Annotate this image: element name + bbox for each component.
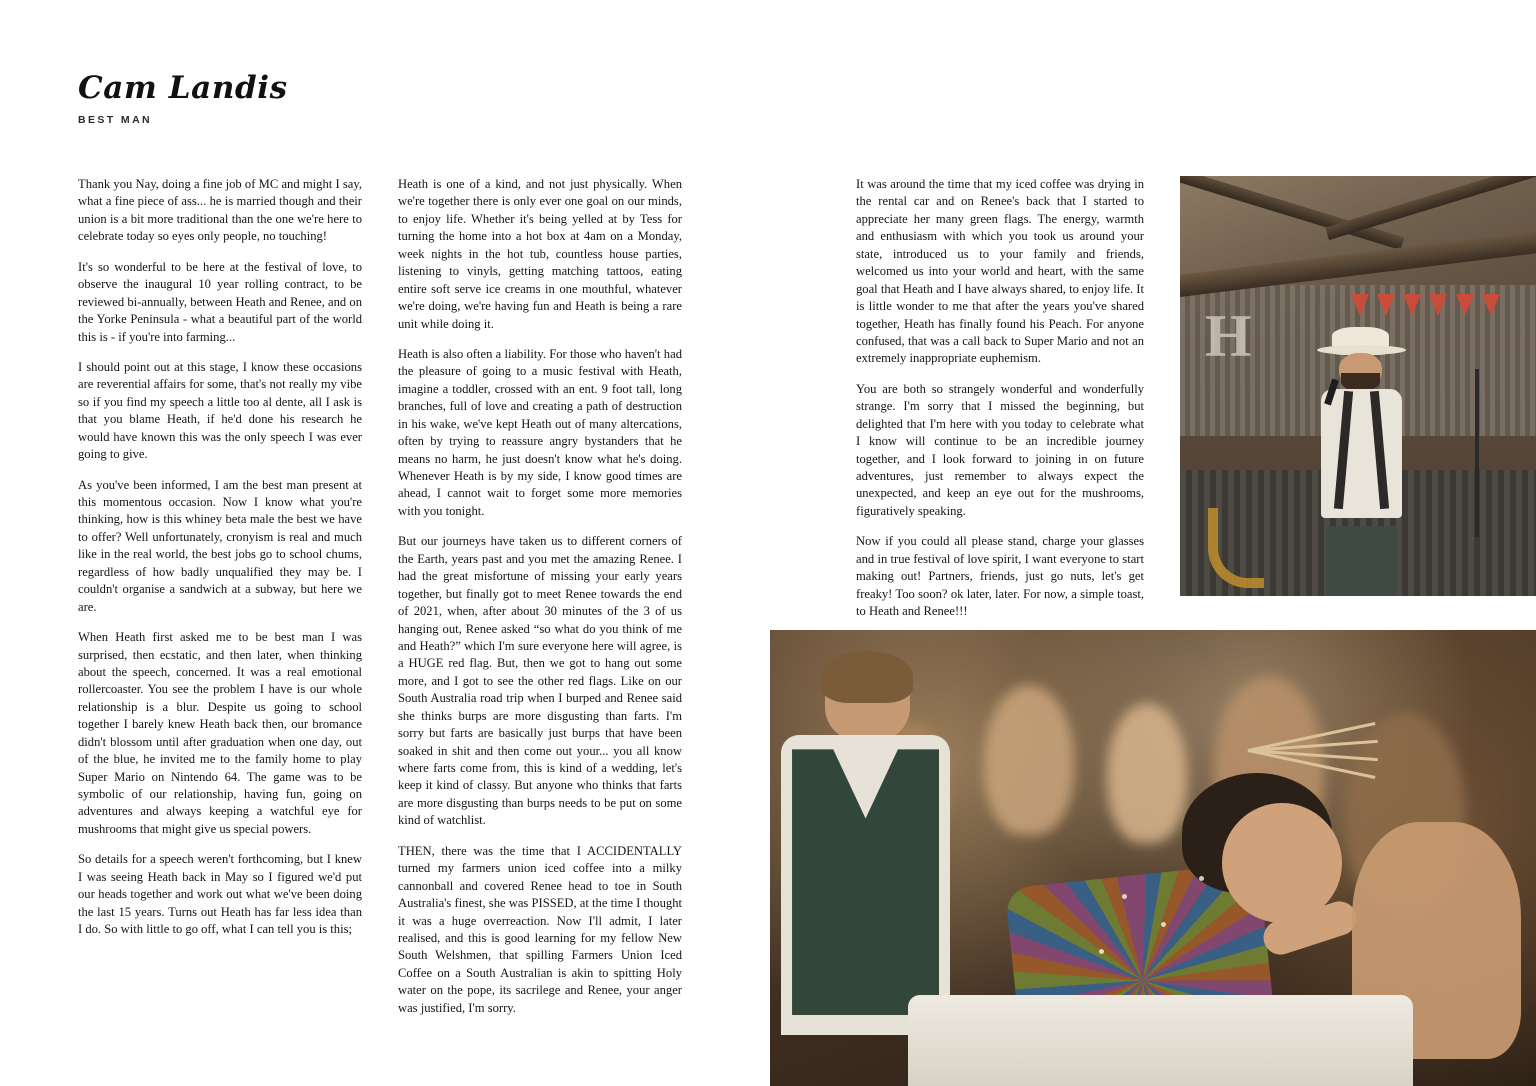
- text-column-3: [856, 176, 1144, 621]
- text-column-2: [398, 176, 682, 1017]
- paragraph: As you've been informed, I am the best man present at this momentous occasion. Now I know what you're thinking, how is this whiney beta male the best we have to offer? Well unfortunately, cronyism is real and much like in the real world, the best jobs go to school chums, regardless of how badly unqualified they may be. I couldn't organise a sandwich at a subway, but here we are.: [78, 477, 362, 614]
- hair: [821, 651, 913, 703]
- paragraph: Heath is also often a liability. For those who haven't had the pleasure of going to a music festival with Heath, imagine a toddler, crossed with an ent. 9 foot tall, long branches, full of love and creating a path of destruction in his wake, we've kept Heath out of many altercations, often by trying to reassure angry bystanders that he means no harm, he just doesn't know what he's doing. Whenever Heath is by my side, I know good times are ahead, I cannot wait to forget some more memories with you tonight.: [398, 346, 682, 518]
- decor-letter: H: [1204, 303, 1252, 369]
- speaker-role: BEST MAN: [78, 113, 153, 126]
- feather-decoration: [1248, 749, 1398, 839]
- paragraph: It was around the time that my iced coffee was drying in the rental car and on Renee's back that I started to appreciate her many green flags. The energy, warmth and enthusiasm with which you took us around your state, introduced us to your family and friends, welcomed us into your world and heart, with the same goal that Heath and I have always shared, to enjoy life. It is little wonder to me that after the years you've shared together, Heath has finally found his Peach. For anyone confused, that was a call back to Super Mario and not an extremely inappropriate euphemism.: [856, 177, 1144, 366]
- page-header: [78, 72, 498, 126]
- sparkle: [1161, 922, 1166, 927]
- paragraph: I should point out at this stage, I know these occasions are reverential affairs for some, that's not really my vibe so if you find my speech a little too al dente, all I ask is that you blame Heath, if he'd done his research he would have known this was the only speech I was ever going to give.: [78, 359, 362, 462]
- paragraph: It's so wonderful to be here at the festival of love, to observe the inaugural 10 year rolling contract, to be reviewed bi-annually, between Heath and Renee, and on the Yorke Peninsula - what a beautiful part of the world this is - if you're into farming...: [78, 259, 362, 344]
- paragraph: But our journeys have taken us to different corners of the Earth, years past and you met the amazing Renee. I had the great misfortune of missing your early years together, but finally got to meet Renee towards the end of 2021, when, after about 30 minutes of the 3 of us hanging out, Renee asked “so what do you think of me and Heath?” which I'm sure everyone here will agree, is a HUGE red flag. But, then we got to hang out some more, and I got to see the other red flags. Like on our South Australia road trip when I burped and Renee said she thinks burps are more disgusting than farts. I'm sorry but farts are basically just burps that have been soaked in shit and then come out your... you all know where farts come from, this is kind of a wedding, let's keep it kind of classy. But anyone who thinks that farts are more disgusting than burps needs to be put on some kind of watchlist.: [398, 534, 682, 828]
- bunting-flags: [1351, 294, 1515, 328]
- speaker-photo: [1180, 176, 1536, 596]
- paragraph: Heath is one of a kind, and not just physically. When we're together there is only ever one goal on our minds, to enjoy life. Whether it's being yelled at by Tess for turning the home into a hot box at 4am on a Monday, week nights in the hot tub, countless house parties, listening to vinyls, getting matching tattoos, eating entire soft serve ice creams in one mouthful, whatever we're doing, we're having fun and Heath is being a rare unit while doing it.: [398, 177, 682, 331]
- speaker-figure: [1315, 327, 1408, 596]
- paragraph: Now if you could all please stand, charge your glasses and in true festival of love spirit, I want everyone to start making out! Partners, friends, just go nuts, let's get freaky! Too soon? ok later, later. For now, a simple toast, to Heath and Renee!!!: [856, 534, 1144, 619]
- text-column-1: [78, 176, 362, 939]
- paragraph: Thank you Nay, doing a fine job of MC and might I say, what a fine piece of ass... he is married though and their union is a bit more traditional than the one we're here to celebrate today so eyes only people, no touching!: [78, 177, 362, 244]
- page-title: Cam Landis: [78, 70, 288, 106]
- microphone-stand: [1475, 369, 1479, 537]
- trousers: [1326, 526, 1396, 596]
- paragraph: So details for a speech weren't forthcoming, but I knew I was seeing Heath back in May so I figured we'd put our heads together and work out what we've been doing the last 15 years. Turns out Heath has far less idea than I do. So with little to go off, what I can tell you is this;: [78, 852, 362, 937]
- shirt: [1321, 389, 1402, 518]
- paragraph: THEN, there was the time that I ACCIDENTALLY turned my farmers union iced coffee into a milky cannonball and covered Renee head to toe in South Australia's finest, she was PISSED, at the time I thought it was a huge overreaction. Now I'll admit, I later realised, and this is good learning for my fellow New South Welshmen, that spilling Farmers Union Iced Coffee on a South Australian is akin to spitting Holy water on the pope, its sacrilege and Renee, your anger was justified, I'm sorry.: [398, 843, 682, 1015]
- paragraph: You are both so strangely wonderful and wonderfully strange. I'm sorry that I missed the beginning, but delighted that I'm here with you today to celebrate what I know will continue to be an incredible journey together, and I look forward to joining in on future adventures, just remember to always expect the unexpected, and keep an eye out for the mushrooms, figuratively speaking.: [856, 381, 1144, 518]
- table-cloth: [908, 995, 1414, 1086]
- party-photo: [770, 630, 1536, 1086]
- paragraph: When Heath first asked me to be best man I was surprised, then ecstatic, and then later, when thinking about the speech, concerned. It was a real emotional rollercoaster. You see the problem I have is our whole relationship is a blur. Despite us going to school together I barely knew Heath back then, our bromance didn't blossom until after graduation when one day, out of the blue, he invited me to the family home to play Super Mario on Nintendo 64. The game was to be symbolic of our relationship, having fun, going on adventures and always keeping a watchful eye for mushrooms that might give us special powers.: [78, 630, 362, 836]
